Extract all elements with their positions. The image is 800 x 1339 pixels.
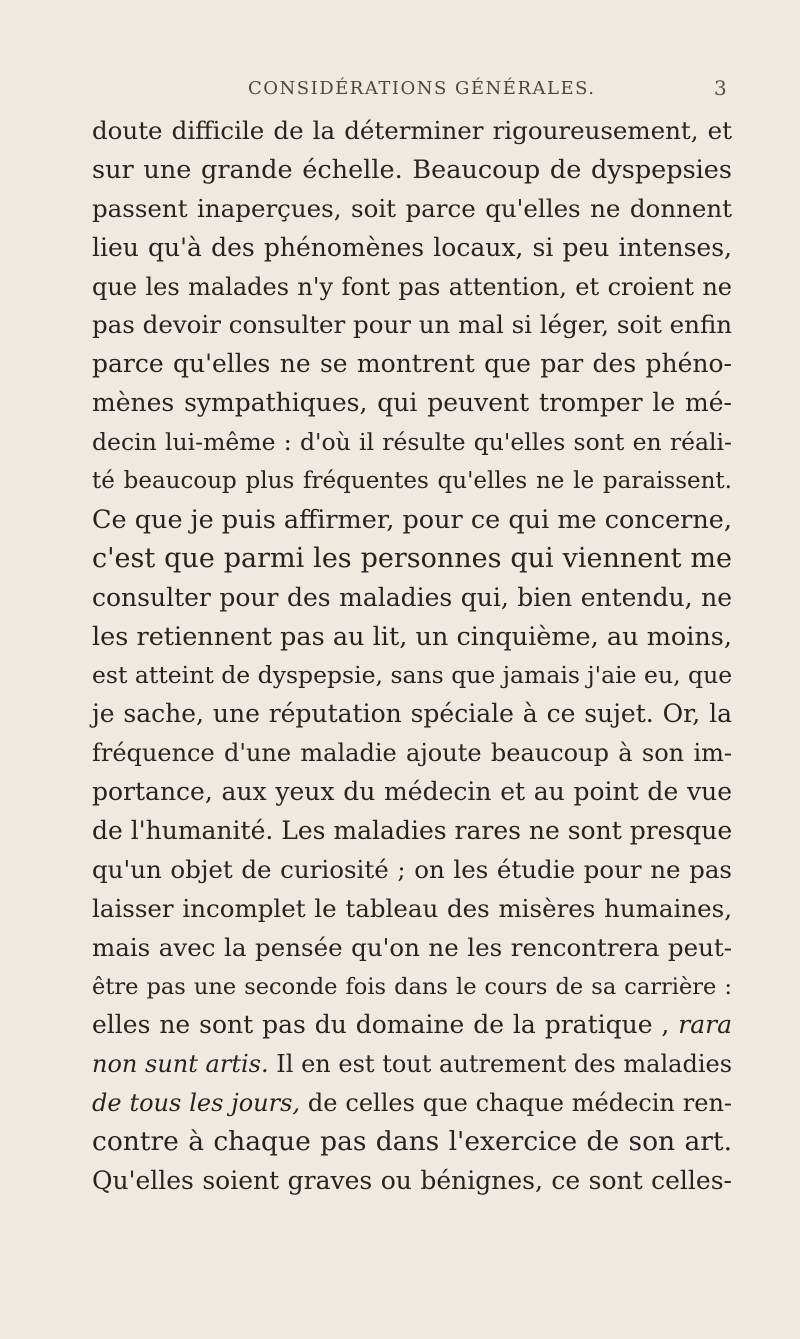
running-title: CONSIDÉRATIONS GÉNÉRALES. bbox=[248, 78, 596, 99]
text-line: est atteint de dyspepsie, sans que jamais j'aie eu, que bbox=[92, 661, 733, 690]
text-span: de celles que chaque médecin ren- bbox=[300, 1089, 733, 1118]
text-span: Il en est tout autrement des maladies bbox=[268, 1050, 733, 1079]
text-line: portance, aux yeux du médecin et au point de vue bbox=[92, 777, 732, 807]
text-line: mais avec la pensée qu'on ne les rencontrera peut- bbox=[92, 932, 732, 962]
text-line-with-italic bbox=[92, 1045, 732, 1084]
italic-phrase: de tous les jours, bbox=[92, 1089, 301, 1118]
text-line: parce qu'elles ne se montrent que par des phéno- bbox=[92, 349, 732, 379]
text-line: té beaucoup plus fréquentes qu'elles ne le paraissent. bbox=[92, 468, 732, 495]
text-line: fréquence d'une maladie ajoute beaucoup à son im- bbox=[92, 739, 732, 768]
text-line: de l'humanité. Les maladies rares ne sont presque bbox=[92, 816, 733, 846]
page-number: 3 bbox=[714, 76, 727, 100]
text-line: être pas une seconde fois dans le cours de sa carrière : bbox=[92, 973, 732, 1000]
text-line: lieu qu'à des phénomènes locaux, si peu intenses, bbox=[92, 232, 732, 262]
text-line: doute difficile de la déterminer rigoureusement, et bbox=[92, 116, 732, 145]
text-line: passent inaperçues, soit parce qu'elles ne donnent bbox=[92, 193, 732, 223]
text-line: qu'un objet de curiosité ; on les étudie pour ne pas bbox=[92, 854, 732, 884]
running-head bbox=[0, 72, 800, 102]
text-line: mènes sympathiques, qui peuvent tromper le mé- bbox=[92, 388, 732, 418]
text-line-with-italic bbox=[92, 1084, 732, 1123]
text-line: c'est que parmi les personnes qui viennent me bbox=[92, 542, 732, 574]
body-text bbox=[92, 112, 732, 1201]
text-line-with-italic bbox=[92, 1006, 732, 1045]
text-line: que les malades n'y font pas attention, et croient ne bbox=[92, 272, 732, 301]
text-line: laisser incomplet le tableau des misères humaines, bbox=[92, 893, 732, 923]
text-line: decin lui-même : d'où il résulte qu'elles sont en réali- bbox=[92, 428, 732, 457]
text-line: Qu'elles soient graves ou bénignes, ce sont celles- bbox=[92, 1166, 732, 1196]
text-line: pas devoir consulter pour un mal si léger, soit enfin bbox=[92, 310, 733, 340]
text-span: elles ne sont pas du domaine de la pratique , bbox=[92, 1010, 670, 1040]
text-line: contre à chaque pas dans l'exercice de son art. bbox=[92, 1126, 732, 1158]
italic-phrase: rara bbox=[678, 1010, 733, 1040]
text-line: sur une grande échelle. Beaucoup de dyspepsies bbox=[92, 154, 732, 185]
text-line: je sache, une réputation spéciale à ce sujet. Or, la bbox=[92, 699, 732, 729]
text-line: consulter pour des maladies qui, bien entendu, ne bbox=[92, 582, 732, 612]
italic-phrase: non sunt artis. bbox=[92, 1050, 269, 1079]
text-line: les retiennent pas au lit, un cinquième, au moins, bbox=[92, 621, 732, 652]
text-line: Ce que je puis affirmer, pour ce qui me concerne, bbox=[92, 504, 732, 535]
